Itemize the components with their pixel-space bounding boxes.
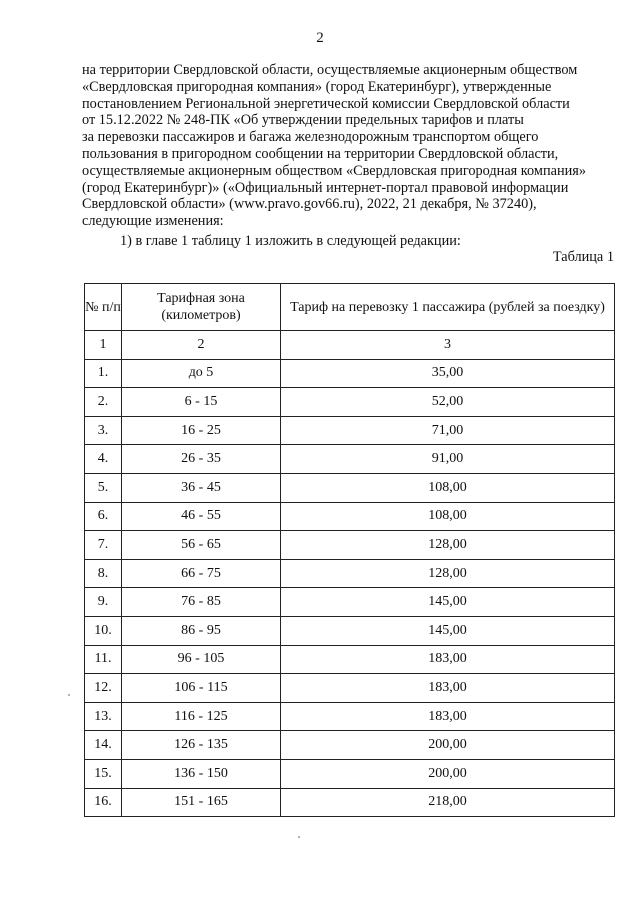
table-cell: 145,00 [281,616,615,645]
amendment-item: 1) в главе 1 таблицу 1 изложить в следующей редакции: [120,233,461,249]
table-cell: 4. [85,445,122,474]
table-cell: 11. [85,645,122,674]
table-cell: 26 - 35 [122,445,281,474]
paragraph-line: на территории Свердловской области, осуществляемые акционерным обществом [82,62,578,78]
table-cell: 9. [85,588,122,617]
table-cell: 14. [85,731,122,760]
table-cell: 35,00 [281,359,615,388]
table-header-row [85,284,615,331]
table-row [85,731,615,760]
table-caption: Таблица 1 [552,249,614,265]
table-cell: 36 - 45 [122,473,281,502]
table-cell: 86 - 95 [122,616,281,645]
paragraph-line: пользования в пригородном сообщении на территории Свердловской области, [82,145,559,162]
table-cell: 106 - 115 [122,674,281,703]
paragraph-line: следующие изменения: [82,213,224,230]
table-cell: 12. [85,674,122,703]
header-zone: Тарифная зона (километров) [122,284,281,331]
table-cell: 183,00 [281,702,615,731]
table-cell: 108,00 [281,502,615,531]
table-cell: 16 - 25 [122,416,281,445]
table-row [85,502,615,531]
table-row [85,588,615,617]
table-row [85,559,615,588]
table-row [85,416,615,445]
table-row [85,531,615,560]
table-cell: 56 - 65 [122,531,281,560]
paragraph-line: за перевозки пассажиров и багажа железнодорожным транспортом общего [82,129,539,146]
table-row [85,388,615,417]
table-cell: 7. [85,531,122,560]
table-row [85,473,615,502]
table-row [85,359,615,388]
table-cell: 15. [85,759,122,788]
table-cell: 151 - 165 [122,788,281,817]
table-cell: 145,00 [281,588,615,617]
column-number-row [85,331,615,360]
paragraph-line: Свердловской области» (www.pravo.gov66.ru), 2022, 21 декабря, № 37240), [82,196,537,213]
scan-speck [298,836,300,838]
table-cell: 3. [85,416,122,445]
table-cell: 96 - 105 [122,645,281,674]
table-cell: 2. [85,388,122,417]
table-cell: 16. [85,788,122,817]
table-row [85,445,615,474]
table-cell: 8. [85,559,122,588]
table-cell: 6 - 15 [122,388,281,417]
table-row [85,645,615,674]
table-row [85,702,615,731]
header-number: № п/п [85,284,122,331]
table-cell: 108,00 [281,473,615,502]
table-cell: 128,00 [281,559,615,588]
table-cell: 116 - 125 [122,702,281,731]
intro-paragraph [82,62,614,230]
table-row [85,674,615,703]
tariff-table [84,283,615,817]
scan-speck [68,694,70,696]
table-cell: 183,00 [281,645,615,674]
paragraph-line: постановлением Региональной энергетической комиссии Свердловской области [82,95,570,112]
table-row [85,616,615,645]
table-cell: 5. [85,473,122,502]
table-row [85,788,615,817]
table-cell: 2 [122,331,281,360]
table-cell: 126 - 135 [122,731,281,760]
table-cell: 52,00 [281,388,615,417]
table-cell: 183,00 [281,674,615,703]
paragraph-line: от 15.12.2022 № 248-ПК «Об утверждении предельных тарифов и платы [82,112,524,129]
table-cell: 1. [85,359,122,388]
table-row [85,759,615,788]
table-cell: 3 [281,331,615,360]
table-cell: 136 - 150 [122,759,281,788]
table-cell: до 5 [122,359,281,388]
table-cell: 200,00 [281,759,615,788]
table-cell: 200,00 [281,731,615,760]
paragraph-line: осуществляемые акционерным обществом «Свердловская пригородная компания» [82,162,586,179]
paragraph-line: «Свердловская пригородная компания» (город Екатеринбург), утвержденные [82,78,552,95]
table-cell: 91,00 [281,445,615,474]
table-cell: 1 [85,331,122,360]
header-tariff: Тариф на перевозку 1 пассажира (рублей за поездку) [281,284,615,331]
table-cell: 128,00 [281,531,615,560]
table-cell: 13. [85,702,122,731]
table-cell: 66 - 75 [122,559,281,588]
page-number: 2 [316,30,324,46]
table-cell: 10. [85,616,122,645]
table-cell: 46 - 55 [122,502,281,531]
table-cell: 218,00 [281,788,615,817]
paragraph-line: (город Екатеринбург)» («Официальный интернет-портал правовой информации [82,179,569,196]
table-cell: 76 - 85 [122,588,281,617]
table-cell: 6. [85,502,122,531]
table-cell: 71,00 [281,416,615,445]
